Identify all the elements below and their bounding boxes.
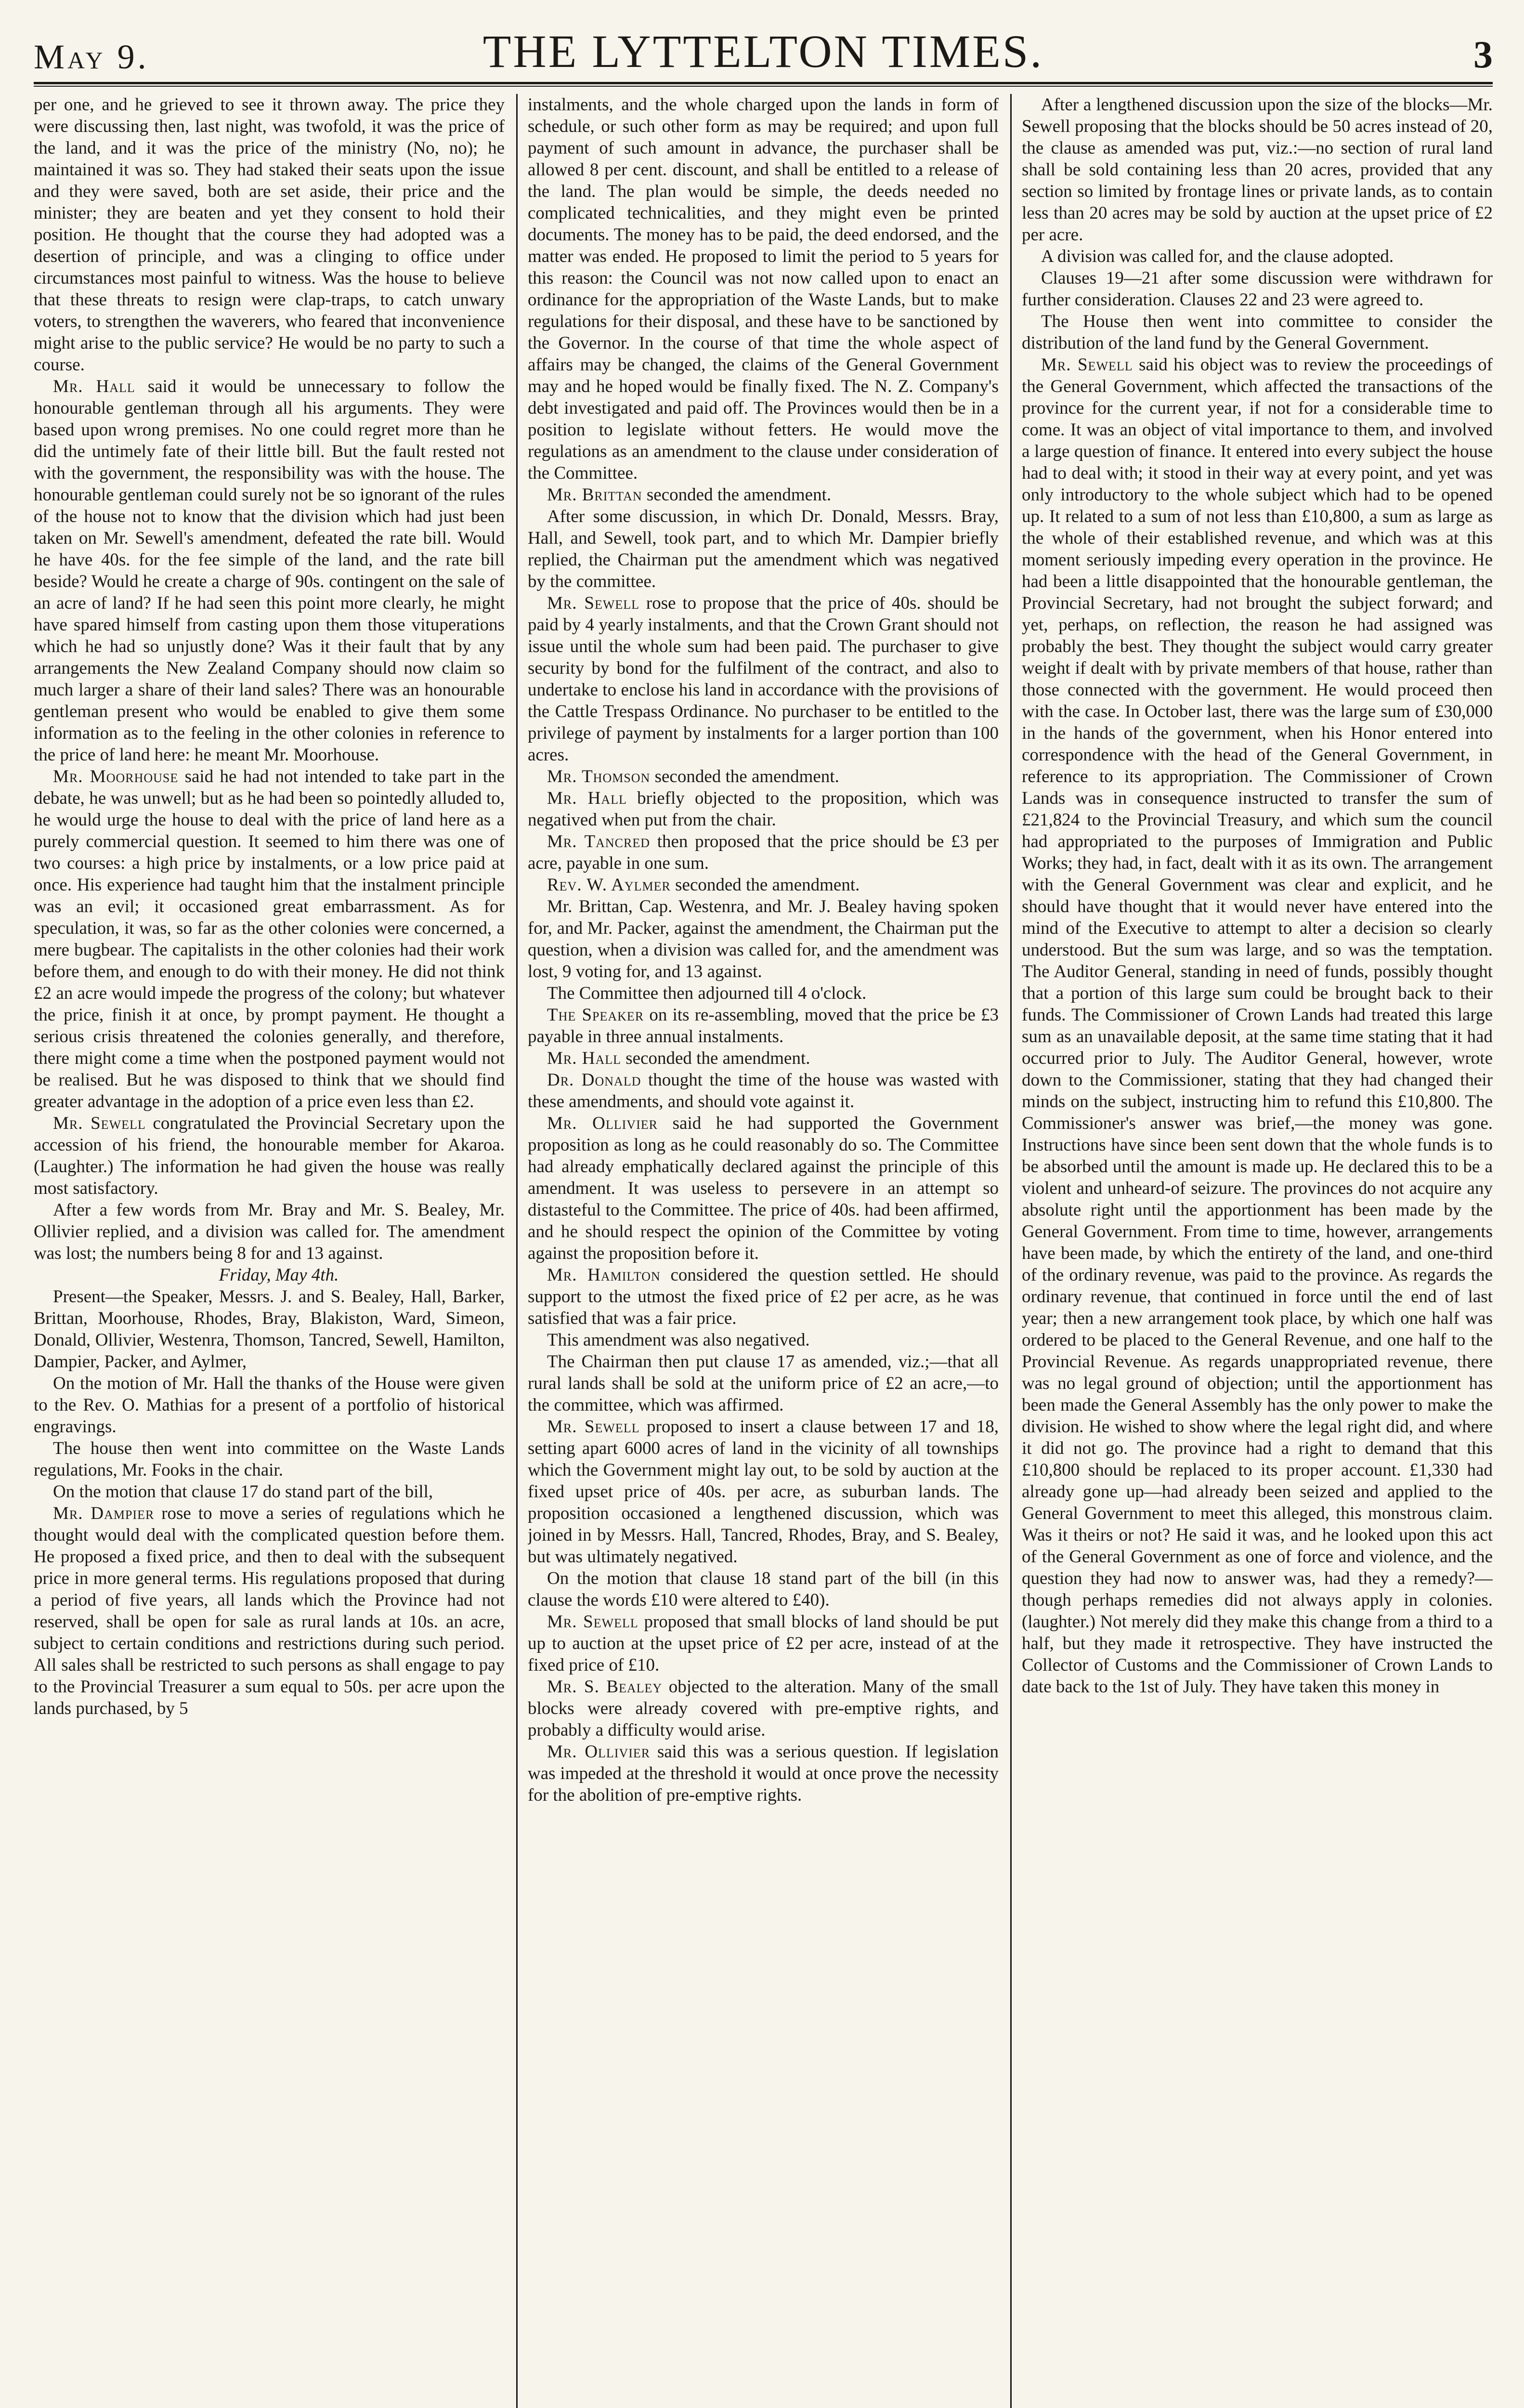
paragraph: The Chairman then put clause 17 as amended, viz.;—that all rural lands shall be sold at the uniform price of £2 an acre,—to the committee, which was affirmed.: [528, 1352, 999, 1415]
paragraph: The house then went into committee on the Waste Lands regulations, Mr. Fooks in the chair.: [34, 1439, 505, 1480]
speaker-name: Mr. Hall: [547, 788, 627, 808]
column-3: [1022, 94, 1493, 2408]
paragraph: [1022, 354, 1493, 1698]
paragraph-text: rose to propose that the price of 40s. should be paid by 4 yearly instalments, and that the Crown Grant should not issue until the whole sum had been paid. The purchaser to give security by bond for the fulfilment of the contract, and also to undertake to enclose his land in accordance with the provisions of the Cattle Trespass Ordinance. No purchaser to be entitled to the privilege of payment by instalments for a larger portion than 100 acres.: [528, 593, 999, 765]
speaker-name: Mr. Tancred: [547, 832, 651, 851]
paragraph: [528, 1264, 999, 1329]
speaker-name: Mr. Moorhouse: [53, 767, 179, 786]
column-divider: [516, 94, 518, 2408]
paragraph-text: on its re-assembling, moved that the price be £3 payable in three annual instalments.: [528, 1005, 999, 1047]
article-columns: [34, 94, 1493, 2408]
paragraph-text: rose to move a series of regulations which he thought would deal with the complicated question before them. He proposed a fixed price, and then to deal with the subsequent price in more general terms. His regulations proposed that during a period of five years, all lands which the Province had not reserved, shall be open for sale as rural lands at 10s. an acre, subject to certain conditions and restrictions during such period. All sales shall be restricted to such persons as shall engage to pay to the Provincial Treasurer a sum equal to 50s. per acre upon the lands purchased, by 5: [34, 1504, 505, 1718]
paragraph: instalments, and the whole charged upon the lands in form of schedule, or such other form as may be required; and upon full payment of such amount in advance, the purchaser shall be allowed 8 per cent. discount, and shall be entitled to a release of the land. The plan would be simple, the deeds needed no complicated technicalities, and they might even be printed documents. The money has to be paid, the deed endorsed, and the matter was ended. He proposed to limit the period to 5 years for this reason: the Council was not now called upon to enact an ordinance for the appropriation of the Waste Lands, but to make regulations for their disposal, and these have to be sanctioned by the Governor. In the course of that time the whole aspect of affairs may be changed, the claims of the General Government may and he hoped would be finally fixed. The N. Z. Company's debt investigated and paid off. The Provinces would then be in a position to legislate without fetters. He would move the regulations as an amendment to the clause under consideration of the Committee.: [528, 95, 999, 483]
paragraph: [528, 484, 999, 506]
paragraph: The Committee then adjourned till 4 o'clock.: [547, 983, 867, 1003]
paragraph: On the motion that clause 17 do stand part of the bill,: [53, 1482, 433, 1502]
paragraph-text: said this was a serious question. If legislation was impeded at the threshold it would at once prove the necessity for the abolition of pre-emptive rights.: [528, 1742, 999, 1805]
paragraph: A division was called for, and the clause adopted.: [1041, 247, 1394, 266]
paragraph-text: seconded the amendment.: [675, 875, 860, 895]
paragraph: This amendment was also negatived.: [547, 1330, 810, 1350]
speaker-name: Mr. Ollivier: [547, 1742, 651, 1762]
speaker-name: Mr. Sewell: [1041, 355, 1133, 375]
paragraph-text: said he had not intended to take part in the debate, he was unwell; but as he had been so pointedly alluded to, he would urge the house to deal with the price of land here as a purely commercial question. It seemed to him there was one of two courses: a high price by instalments, or a low price paid at once. His experience had taught him that the instalment principle was an evil; it occasioned great embarrassment. As for speculation, it was, so far as the other colonies were concerned, a mere bugbear. The capitalists in the other colonies had their work before them, and enough to do with their money. He did not think £2 an acre would impede the progress of the colony; but whatever the price, finish it at once, by prompt payment. He thought a serious crisis threatened the colonies generally, and therefore, there might come a time when the postponed payment would not be realised. But he was disposed to think that we should find greater advantage in the adoption of a price even less than £2.: [34, 767, 505, 1112]
paragraph: On the motion that clause 18 stand part of the bill (in this clause the words £10 were altered to £40).: [528, 1569, 999, 1610]
paragraph: After some discussion, in which Dr. Donald, Messrs. Bray, Hall, and Sewell, took part, and to which Mr. Dampier briefly replied, the Chairman put the amendment which was negatived by the committee.: [528, 507, 999, 591]
paragraph: Present—the Speaker, Messrs. J. and S. Bealey, Hall, Barker, Brittan, Moorhouse, Rhodes, Bray, Blakiston, Ward, Simeon, Donald, Ollivier, Westenra, Thomson, Tancred, Sewell, Hamilton, Dampier, Packer, and Aylmer,: [34, 1287, 505, 1372]
paragraph: [528, 766, 999, 787]
paragraph: [528, 1047, 999, 1069]
paragraph-text: said his object was to review the proceedings of the General Government, which affected the transactions of the province for the current year, if not for a considerable time to come. It was an object of vital importance to them, and involved a large question of finance. It entered into every subject the house had to deal with; it stood in their way at every point, and yet was only introductory to the whole subject which had to be opened up. It related to a sum of not less than £10,800, a sum as large as the whole of their established revenue, and which was at this moment seriously impeding every operation in the province. He had been a little disappointed that the honourable gentleman, the Provincial Secretary, had not brought the subject forward; and yet, perhaps, on reflection, the reason he had assigned was probably the best. They thought the subject would carry greater weight if dealt with by private members of that house, rather than those connected with the government. He would proceed then with the case. In October last, there was the large sum of £30,000 in the hands of the government, when his Honor entered into correspondence with the head of the General Government, in reference to its appropriation. The Commissioner of Crown Lands was in consequence instructed to transfer the sum of £21,824 to the Provincial Treasury, and which sum the council had appropriated to the purposes of Immigration and Public Works; they had, in fact, dealt with it as its own. The arrangement with the General Government was clear and explicit, and he should have thought that it would never have entered into the mind of the Executive to attempt to alter a decision so clearly understood. But the sum was large, and so was the temptation. The Auditor General, standing in need of funds, possibly thought that a portion of this large sum could be brought back to their funds. The Commissioner of Crown Lands had treated this large sum as an unavailable deposit, at the same time stating that it had occurred prior to July. The Auditor General, however, wrote down to the Commissioner, stating that they had changed their minds on the subject, instructing him to refund this £10,800. The Commissioner's answer was brief,—the money was gone. Instructions have since been sent down that the whole funds is to be absorbed until the amount is made up. He declared this to be a violent and unheard-of seizure. The provinces do not acquire any absolute right until the apportionment has been made by the General Government. From time to time, however, arrangements have been made, by which the entirety of the land, and one-third of the ordinary revenue, was paid to the province. As regards the ordinary revenue, that continued in force until the end of last year; then a new arrangement took place, by which one half was ordered to be placed to the General Revenue, and one half to the Provincial Revenue. As regards unappropriated revenue, there was no legal ground of objection; until the apportionment has been made the General Assembly has the only power to make the division. He wished to show where the legal right did, and where it did not go. The province had a right to demand that this £10,800 should be replaced to its proper account. £1,330 had already gone up—had already been seized and applied to the General Government to meet this alleged, this monstrous claim. Was it theirs or not? He said it was, and he looked upon this act of the General Government as one of force and violence, and the question they had now to answer was, had they a remedy?—though perhaps remedies did not always apply in colonies. (laughter.) Not merely did they make this change from a third to a half, but they made it retrospective. They have instructed the Collector of Customs and the Commissioner of Crown Lands to date back to the 1st of July. They have taken this money in: [1022, 355, 1493, 1697]
paragraph: [528, 1112, 999, 1264]
paragraph-text: then proposed that the price should be £3 per acre, payable in one sum.: [528, 832, 999, 873]
paragraph: [528, 1004, 999, 1047]
paragraph: After a lengthened discussion upon the size of the blocks—Mr. Sewell proposing that the blocks should be 50 acres instead of 20, the clause as amended was put, viz.:—no section of rural land shall be sold containing less than 20 acres, provided that any section so limited by frontage lines or private lands, as to contain less than 20 acres may be sold by auction at the upset price of £2 per acre.: [1022, 95, 1493, 245]
speaker-name: Mr. Dampier: [53, 1504, 155, 1523]
column-1: [34, 94, 505, 2408]
speaker-name: Mr. Hamilton: [547, 1265, 661, 1285]
paragraph: [528, 1416, 999, 1568]
speaker-name: Dr. Donald: [547, 1070, 641, 1090]
speaker-name: Mr. Sewell: [547, 593, 640, 613]
speaker-name: Mr. Sewell: [547, 1612, 638, 1632]
paragraph-text: seconded the amendment.: [646, 485, 832, 505]
paragraph: On the motion of Mr. Hall the thanks of the House were given to the Rev. O. Mathias for a present of a portfolio of historical engravings.: [34, 1374, 505, 1437]
paragraph: [34, 1112, 505, 1199]
paragraph-text: briefly objected to the proposition, which was negatived when put from the chair.: [528, 788, 999, 830]
paragraph: Clauses 19—21 after some discussion were withdrawn for further consideration. Clauses 22 and 23 were agreed to.: [1022, 268, 1493, 310]
issue-date: May 9.: [34, 38, 149, 76]
session-dateline: Friday, May 4th.: [219, 1265, 339, 1285]
speaker-name: Mr. Hall: [547, 1048, 622, 1068]
paragraph: per one, and he grieved to see it thrown away. The price they were discussing then, last night, was twofold, it was the price of the land, and it was the price of the ministry (No, no); he maintained it was so. They had staked their seats upon the issue and they were saved, both are set aside, their price and the minister; they are beaten and yet they consent to hold their position. He thought that the course they had adopted was a desertion of principle, and was a clinging to office under circumstances most painful to witness. Was the house to believe that these threats to resign were clap-traps, to catch unwary voters, to strengthen the waverers, who feared that inconvenience might arise to the public service? He would be no party to such a course.: [34, 95, 505, 375]
paragraph: [528, 874, 999, 896]
paragraph: [34, 376, 505, 766]
paragraph: [528, 1611, 999, 1676]
paragraph: [34, 1503, 505, 1719]
paragraph: [528, 1676, 999, 1741]
speaker-name: Mr. Hall: [53, 377, 135, 396]
page-number: 3: [1473, 34, 1493, 76]
masthead: [34, 26, 1493, 84]
paragraph: [528, 592, 999, 766]
paragraph: [34, 766, 505, 1112]
paragraph: The House then went into committee to consider the distribution of the land fund by the General Government.: [1022, 312, 1493, 353]
paragraph: [528, 831, 999, 874]
paragraph-text: seconded the amendment.: [654, 767, 839, 786]
speaker-name: Mr. Ollivier: [547, 1113, 658, 1133]
paragraph-text: proposed to insert a clause between 17 and 18, setting apart 6000 acres of land in the vicinity of all townships which the Government might lay out, to be sold by auction at the fixed upset price of 40s. per acre, as suburban lands. The proposition occasioned a lengthened discussion, which was joined in by Messrs. Hall, Tancred, Rhodes, Bray, and S. Bealey, but was ultimately negatived.: [528, 1417, 999, 1567]
paragraph-text: said he had supported the Government proposition as long as he could reasonably do so. The Committee had already emphatically declared against the principle of this amendment. It was useless to persevere in an attempt so distasteful to the Committee. The price of 40s. had been affirmed, and he should respect the opinion of the Committee by voting against the proposition before it.: [528, 1113, 999, 1263]
paragraph: [528, 1069, 999, 1112]
paragraph-text: thought the time of the house was wasted with these amendments, and should vote against it.: [528, 1070, 999, 1112]
newspaper-title: THE LYTTELTON TIMES.: [482, 26, 1044, 77]
speaker-name: Rev. W. Aylmer: [547, 875, 671, 895]
paragraph-text: considered the question settled. He should support to the utmost the fixed price of £2 per acre, as he was satisfied that was a fair price.: [528, 1265, 999, 1328]
speaker-name: Mr. Brittan: [547, 485, 642, 505]
paragraph: [528, 1741, 999, 1806]
column-divider: [1010, 94, 1012, 2408]
speaker-name: Mr. S. Bealey: [547, 1677, 663, 1697]
paragraph: [528, 787, 999, 831]
paragraph-text: congratulated the Provincial Secretary upon the accession of his friend, the honourable member for Akaroa. (Laughter.) The information he had given the house was really most satisfactory.: [34, 1113, 505, 1198]
speaker-name: The Speaker: [547, 1005, 644, 1025]
paragraph-text: objected to the alteration. Many of the small blocks were already covered with pre-emptive rights, and probably a difficulty would arise.: [528, 1677, 999, 1740]
speaker-name: Mr. Sewell: [547, 1417, 640, 1437]
speaker-name: Mr. Sewell: [53, 1113, 146, 1133]
column-2: [528, 94, 999, 2408]
paragraph: Mr. Brittan, Cap. Westenra, and Mr. J. Bealey having spoken for, and Mr. Packer, against the amendment, the Chairman put the question, when a division was called for, and the amendment was lost, 9 voting for, and 13 against.: [528, 897, 999, 982]
paragraph-text: said it would be unnecessary to follow the honourable gentleman through all his arguments. They were based upon wrong premises. No one could regret more than he did the untimely fate of their little bill. But the fault rested not with the government, the responsibility was with the house. The honourable gentleman could surely not be so ignorant of the rules of the house not to know that the division which had just been taken on Mr. Sewell's amendment, defeated the rate bill. Would he have 40s. for the fee simple of the land, and the rate bill beside? Would he create a charge of 90s. contingent on the sale of an acre of land? If he had seen this point more clearly, he might have spared himself from casting upon them those vituperations which he had so unjustly done? Was it their fault that by any arrangements the New Zealand Company should now claim so much larger a share of their land sales? There was an honourable gentleman present who would be enabled to give them some information as to the feeling in the other colonies in reference to the price of land here: he meant Mr. Moorhouse.: [34, 377, 505, 765]
speaker-name: Mr. Thomson: [547, 767, 651, 786]
paragraph: After a few words from Mr. Bray and Mr. S. Bealey, Mr. Ollivier replied, and a division was called for. The amendment was lost; the numbers being 8 for and 13 against.: [34, 1200, 505, 1263]
paragraph-text: proposed that small blocks of land should be put up to auction at the upset price of £2 per acre, instead of at the fixed price of £10.: [528, 1612, 999, 1675]
paragraph-text: seconded the amendment.: [625, 1048, 810, 1068]
masthead-rule: [34, 86, 1493, 87]
